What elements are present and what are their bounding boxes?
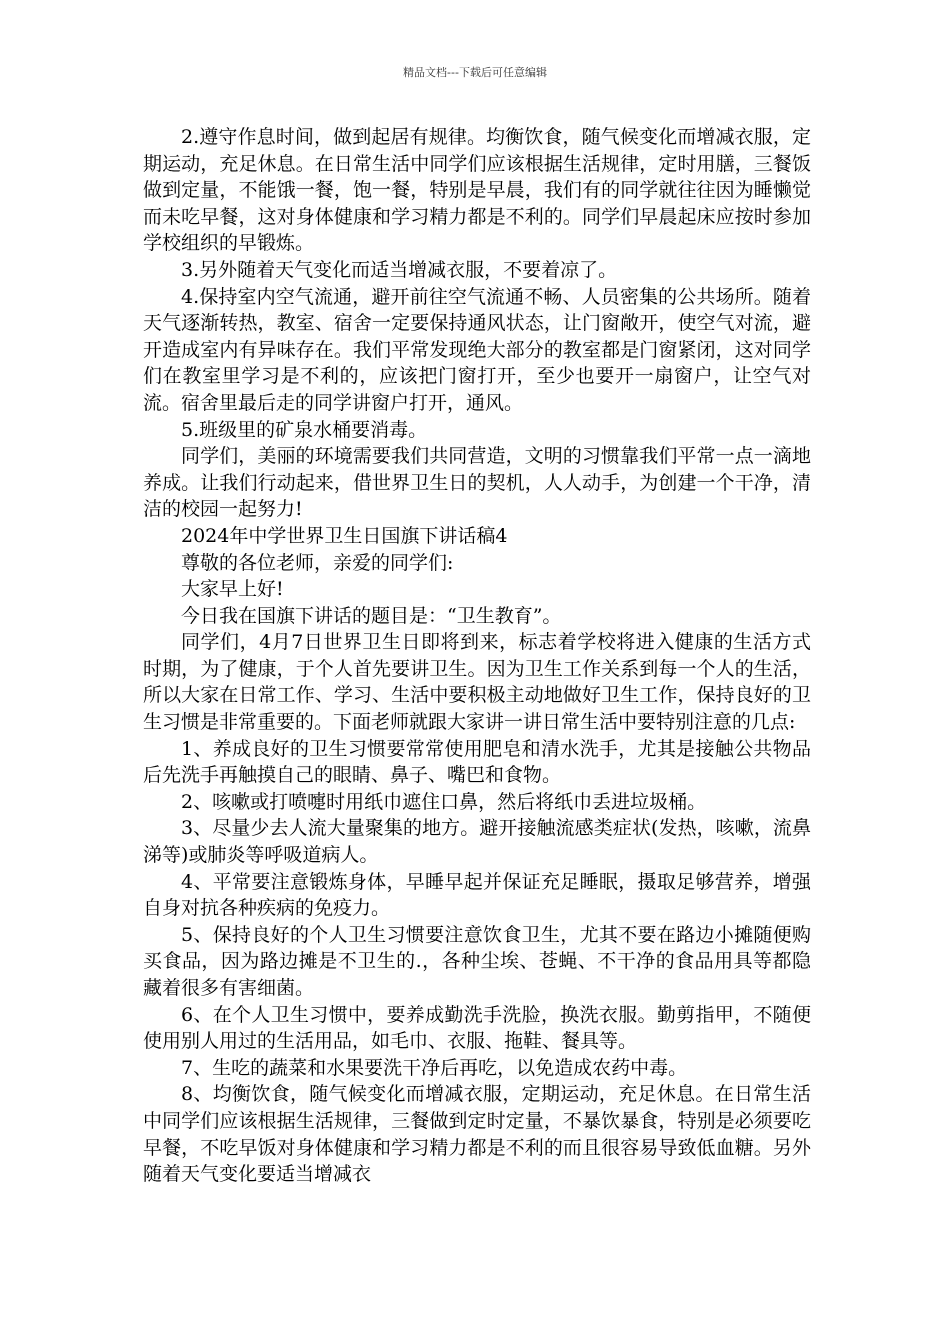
topic-line: 今日我在国旗下讲话的题目是：“卫生教育”。 [181, 604, 562, 627]
paragraph-item-2: 2.遵守作息时间，做到起居有规律。均衡饮食，随气候变化而增减衣服，定期运动，充足休息。在日常生活中同学们应该根据生活规律，定时用膳，三餐饭做到定量，不能饿一餐，饱一餐，特别是早晨，我们有的同学就往往因为睡懒觉而未吃早餐，这对身体健康和学习精力都是不利的。同学们早晨起床应按时参加学校组织的早锻炼。 [143, 126, 811, 255]
point-8: 8、均衡饮食，随气候变化而增减衣服，定期运动，充足休息。在日常生活中同学们应该根据生活规律，三餐做到定时定量，不暴饮暴食，特别是必须要吃早餐，不吃早饭对身体健康和学习精力都是不利的而且很容易导致低血糖。另外随着天气变化要适当增减衣 [143, 1083, 811, 1186]
section-title: 2024年中学世界卫生日国旗下讲话稿4 [181, 524, 508, 547]
point-3: 3、尽量少去人流大量聚集的地方。避开接触流感类症状(发热，咳嗽，流鼻涕等)或肺炎等呼吸道病人。 [143, 817, 811, 867]
salutation: 尊敬的各位老师，亲爱的同学们: [181, 551, 454, 574]
point-1: 1、养成良好的卫生习惯要常常使用肥皂和清水洗手，尤其是接触公共物品后先洗手再触摸自己的眼睛、鼻子、嘴巴和食物。 [143, 737, 811, 787]
document-body [143, 124, 811, 1188]
point-5: 5、保持良好的个人卫生习惯要注意饮食卫生，尤其不要在路边小摊随便购买食品，因为路边摊是不卫生的.，各种尘埃、苍蝇、不干净的食品用具等都隐藏着很多有害细菌。 [143, 923, 811, 999]
point-7: 7、生吃的蔬菜和水果要洗干净后再吃，以免造成农药中毒。 [181, 1056, 688, 1079]
point-2: 2、咳嗽或打喷嚏时用纸巾遮住口鼻，然后将纸巾丢进垃圾桶。 [181, 790, 707, 813]
paragraph-item-3: 3.另外随着天气变化而适当增减衣服，不要着凉了。 [181, 258, 618, 281]
paragraph-item-4: 4.保持室内空气流通，避开前往空气流通不畅、人员密集的公共场所。随着天气逐渐转热，教室、宿舍一定要保持通风状态，让门窗敞开，使空气对流，避开造成室内有异味存在。我们平常发现绝大部分的教室都是门窗紧闭，这对同学们在教室里学习是不利的，应该把门窗打开，至少也要开一扇窗户，让空气对流。宿舍里最后走的同学讲窗户打开，通风。 [143, 285, 811, 414]
closing-paragraph: 同学们，美丽的环境需要我们共同营造，文明的习惯靠我们平常一点一滴地养成。让我们行动起来，借世界卫生日的契机，人人动手，为创建一个干净，清洁的校园一起努力! [143, 445, 811, 521]
paragraph-item-5: 5.班级里的矿泉水桶要消毒。 [181, 418, 428, 441]
intro-paragraph: 同学们，4月7日世界卫生日即将到来，标志着学校将进入健康的生活方式时期，为了健康，于个人首先要讲卫生。因为卫生工作关系到每一个人的生活，所以大家在日常工作、学习、生活中要积极主动地做好卫生工作，保持良好的卫生习惯是非常重要的。下面老师就跟大家讲一讲日常生活中要特别注意的几点: [143, 631, 811, 734]
point-4: 4、平常要注意锻炼身体，早睡早起并保证充足睡眠，摄取足够营养，增强自身对抗各种疾病的免疫力。 [143, 870, 811, 920]
greeting: 大家早上好! [181, 578, 284, 601]
page-header: 精品文档---下载后可任意编辑 [403, 66, 547, 79]
point-6: 6、在个人卫生习惯中，要养成勤洗手洗脸，换洗衣服。勤剪指甲，不随便使用别人用过的生活用品，如毛巾、衣服、拖鞋、餐具等。 [143, 1003, 811, 1053]
